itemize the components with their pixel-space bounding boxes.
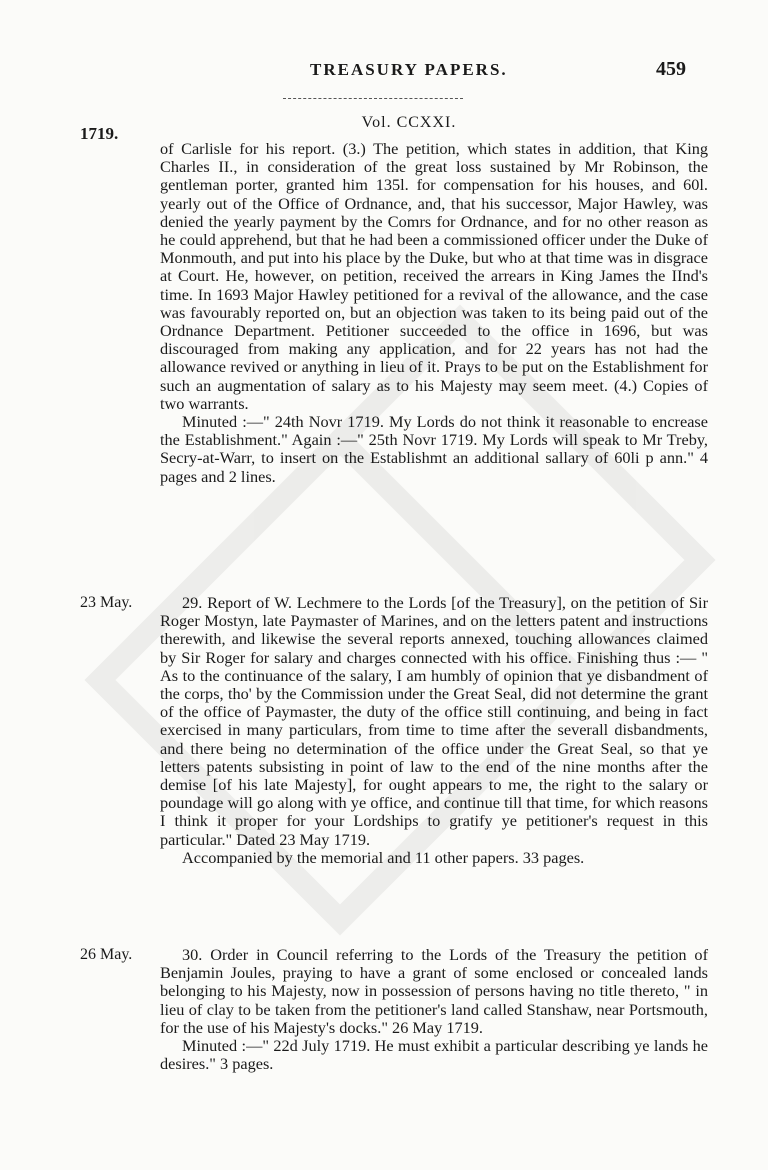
entry-29 <box>160 594 708 867</box>
margin-date-26-may: 26 May. <box>80 946 133 963</box>
entry-paragraph: of Carlisle for his report. (3.) The petition, which states in addition, that King Charles II., in consideration of the great loss sustained by Mr Robinson, the gentleman porter, granted him 135l. for compensation for his houses, and 60l. yearly out of the Office of Ordnance, and, that his successor, Major Hawley, was denied the yearly payment by the Comrs for Ordnance, and for no other reason as he could apprehend, but that he had been a commissioned officer under the Duke of Monmouth, and put into his place by the Duke, but who at that time was in disgrace at Court. He, however, on petition, received the arrears in King James the IInd's time. In 1693 Major Hawley petitioned for a revival of the allowance, and the case was favourably reported on, but an objection was taken to its being paid out of the Ordnance Department. Petitioner succeeded to the office in 1696, but was discouraged from making any application, and for 22 years has not had the allowance revived or anything in lieu of it. Prays to be put on the Establishment for such an augmentation of salary as to his Majesty may seem meet. (4.) Copies of two warrants. <box>160 139 708 413</box>
accompanied-paragraph: Accompanied by the memorial and 11 other papers. 33 pages. <box>182 847 585 867</box>
volume-heading: Vol. CCXXI. <box>361 114 457 131</box>
entry-paragraph: 29. Report of W. Lechmere to the Lords [of the Treasury], on the petition of Sir Roger Mostyn, late Paymaster of Marines, and on the letters patent and instructions therewith, and likewise the several reports annexed, touching allowances claimed by Sir Roger for salary and charges connected with his office. Finishing thus :— " As to the continuance of the salary, I am humbly of opinion that ye disbandment of the corps, tho' by the Commission under the Great Seal, did not determine the grant of the office of Paymaster, the duty of the office still continuing, and being in fact exercised in many particulars, from time to time after the severall disbandments, and there being no determination of the office under the Great Seal, so that ye letters patents subsisting in point of law to the end of the nine months after the demise [of his late Majesty], for ought appears to me, the right to the salary or poundage will go along with ye office, and continue till that time, for which reasons I think it proper for your Lordships to gratify ye petitioner's request in this particular." Dated 23 May 1719. <box>160 593 708 849</box>
entry-continuation <box>160 140 708 486</box>
minute-paragraph: Minuted :—" 24th Novr 1719. My Lords do not think it reasonable to encrease the Establishment." Again :—" 25th Novr 1719. My Lords will speak to Mr Treby, Secry-at-Warr, to insert on the Establishmt an additional sallary of 60li p ann." 4 pages and 2 lines. <box>160 412 708 486</box>
page-number: 459 <box>656 58 686 80</box>
margin-date-23-may: 23 May. <box>80 594 133 611</box>
minute-paragraph: Minuted :—" 22d July 1719. He must exhibit a particular describing ye lands he desires." 3 pages. <box>160 1036 708 1074</box>
margin-date-year: 1719. <box>80 124 119 143</box>
entry-paragraph: 30. Order in Council referring to the Lords of the Treasury the petition of Benjamin Joules, praying to have a grant of some enclosed or concealed lands belonging to his Majesty, now in possession of persons having no title thereto, " in lieu of clay to be taken from the petitioner's land called Stanshaw, near Portsmouth, for the use of his Majesty's docks." 26 May 1719. <box>160 945 708 1037</box>
running-title: TREASURY PAPERS. <box>310 60 508 79</box>
header-rule <box>283 98 463 99</box>
entry-30 <box>160 946 708 1073</box>
